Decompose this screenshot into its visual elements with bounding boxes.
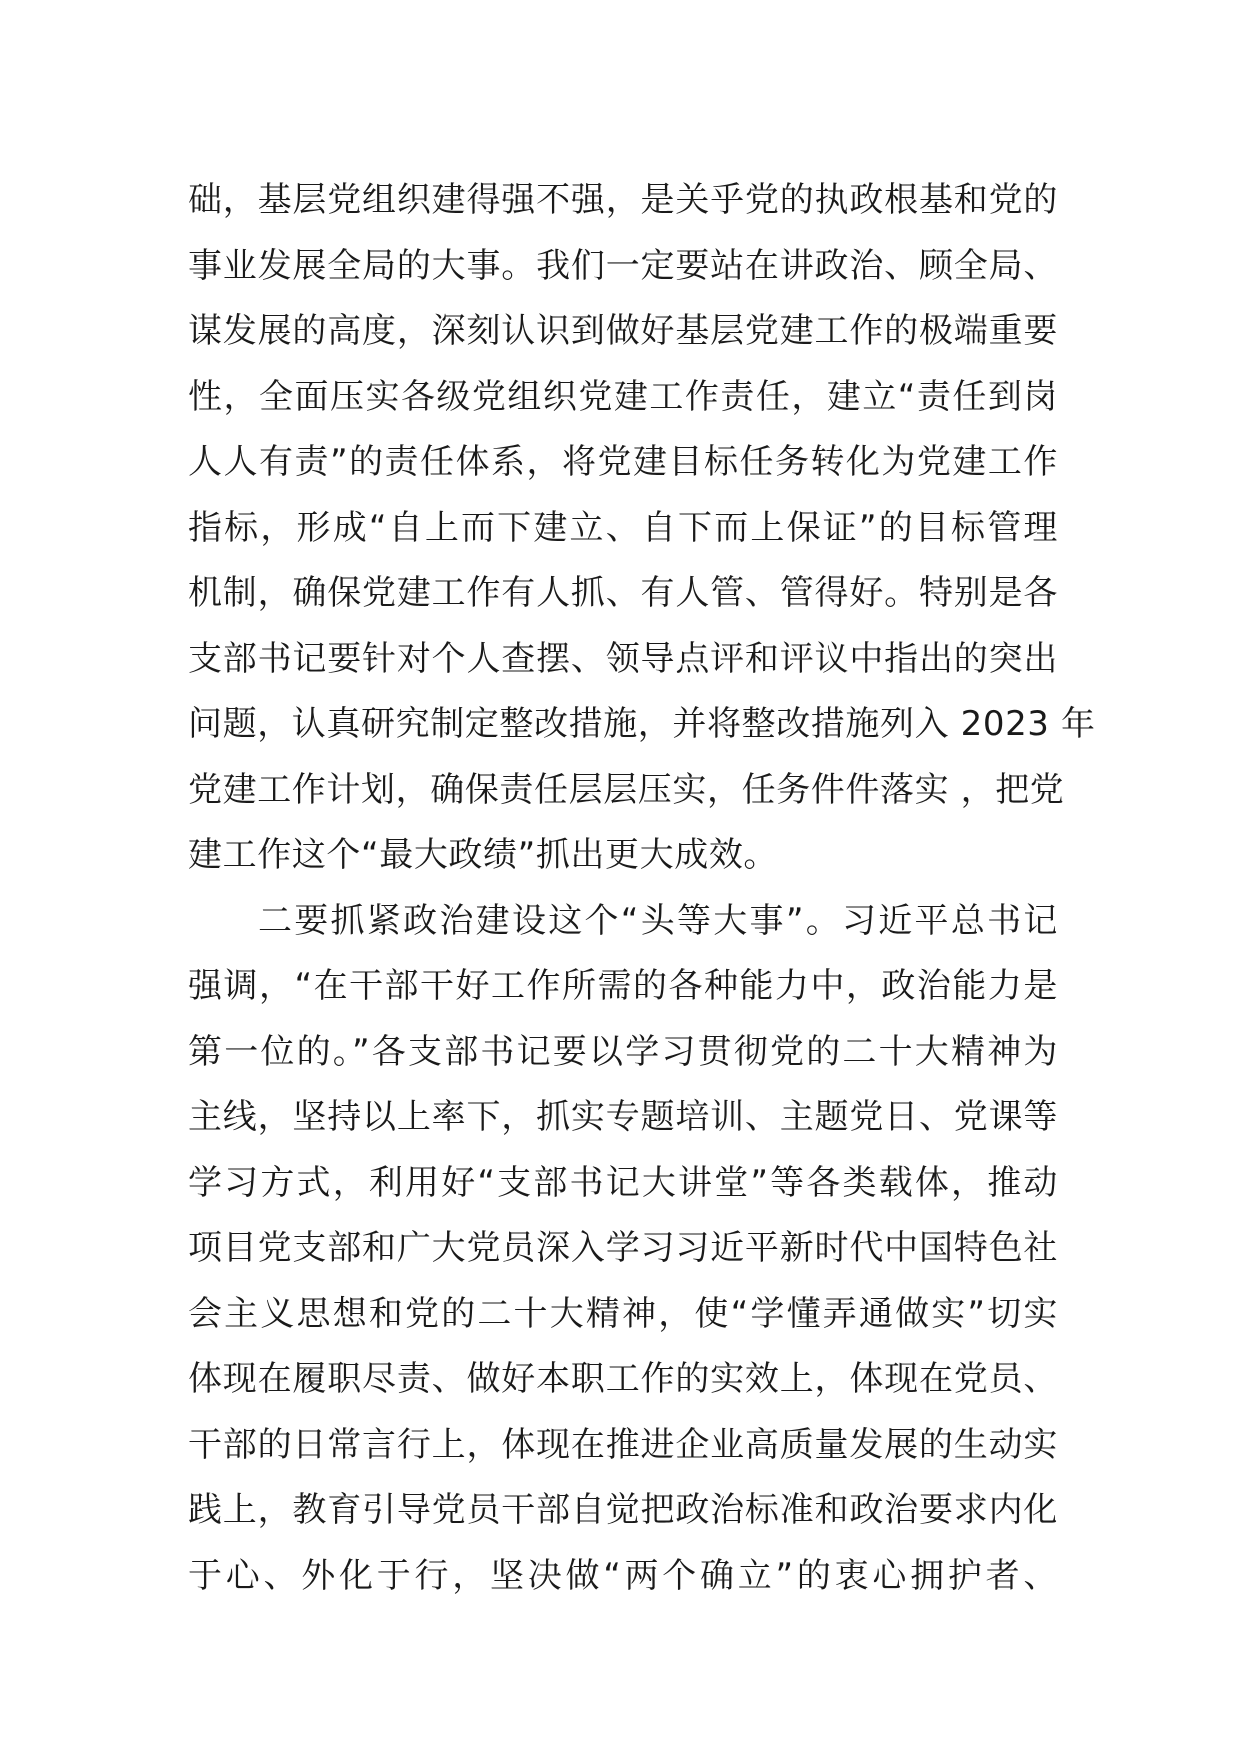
text-line: 体现在履职尽责、做好本职工作的实效上，体现在党员、	[188, 1359, 1058, 1399]
text-line: 支部书记要针对个人查摆、领导点评和评议中指出的突出	[188, 638, 1058, 679]
text-line: 谋发展的高度，深刻认识到做好基层党建工作的极端重要	[188, 311, 1058, 351]
text-line: 第一位的。”各支部书记要以学习贯彻党的二十大精神为	[188, 1031, 1058, 1072]
text-line: 础，基层党组织建得强不强，是关乎党的执政根基和党的	[188, 180, 1058, 220]
text-line: 学习方式，利用好“支部书记大讲堂”等各类载体，推动	[188, 1162, 1058, 1203]
text-line: 党建工作计划，确保责任层层压实，任务件件落实 ，把党	[188, 769, 1065, 810]
text-line: 事业发展全局的大事。我们一定要站在讲政治、顾全局、	[188, 245, 1058, 286]
text-line: 强调，“在干部干好工作所需的各种能力中，政治能力是	[188, 966, 1058, 1006]
text-line: 机制，确保党建工作有人抓、有人管、管得好。特别是各	[188, 573, 1058, 613]
text-line: 主线，坚持以上率下，抓实专题培训、主题党日、党课等	[188, 1097, 1058, 1137]
text-line: 人人有责”的责任体系，将党建目标任务转化为党建工作	[188, 442, 1058, 482]
text-line-last: 建工作这个“最大政绩”抓出更大成效。	[188, 835, 779, 875]
text-line: 性，全面压实各级党组织党建工作责任，建立“责任到岗	[188, 376, 1058, 417]
paragraph-1	[188, 168, 1096, 889]
text-line: 问题，认真研究制定整改措施，并将整改措施列入 2023 年	[188, 704, 1096, 744]
text-line-first: 二要抓紧政治建设这个“头等大事”。习近平总书记	[258, 900, 1058, 941]
text-line: 项目党支部和广大党员深入学习习近平新时代中国特色社	[188, 1228, 1058, 1268]
text-line: 会主义思想和党的二十大精神，使“学懂弄通做实”切实	[188, 1293, 1058, 1334]
text-line: 指标，形成“自上而下建立、自下而上保证”的目标管理	[188, 507, 1058, 548]
text-line: 于心、外化于行，坚决做“两个确立”的衷心拥护者、	[188, 1555, 1058, 1596]
paragraph-2	[188, 889, 1058, 1610]
text-line: 干部的日常言行上，体现在推进企业高质量发展的生动实	[188, 1424, 1058, 1465]
document-body	[188, 168, 1096, 1609]
text-line: 践上，教育引导党员干部自觉把政治标准和政治要求内化	[188, 1490, 1058, 1530]
